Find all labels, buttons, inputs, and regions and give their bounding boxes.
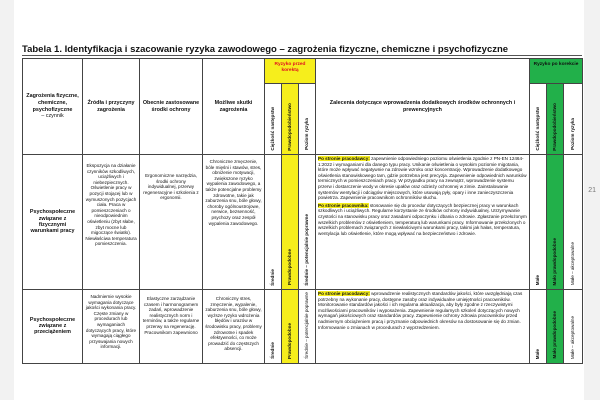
row-risk-after <box>564 290 583 364</box>
header-risk-after: Ryzyko po korekcie <box>530 59 583 84</box>
rec-employer-label: Po stronie pracodawcy: <box>318 156 370 161</box>
table-row <box>23 155 583 290</box>
title-rule <box>22 55 582 56</box>
header-hazard-title: Zagrożenia fizyczne, chemiczne, psychofizyczne <box>26 93 79 113</box>
row-effects: Chroniczne zmęczenie, bóle mięśni i stawów, stres, obniżenie motywacji, zwiększone ryzyko wypalenia zawodowego, a także potencjalne problemy zdrowotne, takie jak zaburzenia snu, bóle głowy, choroby ogólnoustrojowe, nerwice, bezsenność, psychozy oraz zespół wypalenia zawodowego. <box>203 155 265 290</box>
row-probability <box>282 290 299 364</box>
header-probability-after <box>547 84 564 155</box>
header-probability <box>282 84 299 155</box>
row-risk-after-value: Małe – akceptowalne <box>570 315 576 359</box>
row-severity-after-value: Małe <box>535 348 541 359</box>
row-severity-after <box>530 155 547 290</box>
page-number: 21 <box>588 187 596 194</box>
header-risk-before: Ryzyko przed korektą <box>265 59 316 84</box>
row-recommendations <box>316 155 530 290</box>
row-risk-level-value: Średnie – potencjalnie poprawne <box>304 292 310 359</box>
header-severity-after-label: Ciężkość następstw <box>535 106 541 151</box>
row-recommendations <box>316 290 530 364</box>
row-sources: Nadmiernie wysokie wymagania dotyczące jakości wykonania pracy. Częste zmiany w procedurach lub wymaganiach dotyczących pracy, które wymagają ciągłego przyswajania nowych informacji. <box>83 290 140 364</box>
header-measures: Obecnie zastosowane środki ochrony <box>140 59 203 155</box>
rec-employer-label: Po stronie pracodawcy: <box>318 291 370 296</box>
rec-employer-text: zapewnienie odpowiedniego poziomu oświetlenia zgodnie z PN-EN 12464-1:2022 i wymaganiami dla danego typu pracy. Unikanie oświetlenia o wysokim poziomie migotania, które może wpływać negatywnie na zdrowie wzroku oraz koncentrację. Wprowadzenie dodatkowego oświetlenia stanowiskowego tam, gdzie potrzebna jest precyzja. Zapewnienie odpowiednich warunków termicznych w pomieszczeniach pracy. W przypadku pracy na zewnątrz, wprowadzenie systemu przerw i dostarczenie wody w okresie upałów oraz odzieży ochronnej w zimie. Zainstalowanie systemów wentylacji i odciągów miejscowych, które usuwają pyły, opary i inne zanieczyszczenia powietrza. Zapewnienie pracownikom ochronników słuchu. <box>318 156 527 201</box>
row-risk-level-value: Średnie – potencjalnie poprawne <box>304 213 310 286</box>
header-risk-level <box>299 84 316 155</box>
row-probability-after <box>547 290 564 364</box>
row-severity-value: Średnie <box>270 342 276 359</box>
header-sources: Źródła i przyczyny zagrożenia <box>83 59 140 155</box>
header-severity-label: Ciężkość następstw <box>270 106 276 151</box>
header-risk-level-after-label: Poziom ryzyka <box>570 118 576 151</box>
row-probability <box>282 155 299 290</box>
header-severity <box>265 84 282 155</box>
row-hazard: Psychospołeczne związane z przeciążeniem <box>23 290 83 364</box>
table-row <box>23 290 583 364</box>
header-hazard <box>23 59 83 155</box>
row-measures: Ergonomiczne narzędzia, środki ochrony indywidualnej, przerwy regeneracyjne i szkolenia z ergonomii. <box>140 155 203 290</box>
row-effects: Chroniczny stres, zmęczenie, wypalenie, zaburzenia snu, bóle głowy, wyższe ryzyko wdrożenia błędów i urazów w środowisku pracy, problemy zdrowotne i spadek efektywności, co może prowadzić do częstszych absencji. <box>203 290 265 364</box>
row-sources: Ekspozycja na działanie czynników szkodliwych, uciążliwych i niebezpiecznych. Oświetlenie pracy w pozycji stojącej lub w wymuszonych pozycjach ciała. Praca w pomieszczeniach o nieodpowiednim oświetleniu (zbyt słabe, zbyt mocne lub migoczące światło). Niewłaściwa temperatura pomieszczenia. <box>83 155 140 290</box>
header-row <box>23 59 583 84</box>
rec-employee-text: stosowanie się do procedur dotyczących bezpiecznej pracy w warunkach szkodliwych i uciążliwych. Regularne korzystanie ze środków ochrony indywidualnej. Utrzymywanie czystości na stanowisku pracy oraz zasadami odpoczynku i dbania o zdrowie. Zgłaszanie przełożonym wszelkich problemów z oświetleniem, temperaturą lub warunkami pracy. Informowanie przełożonych o wszelkich problemach związanych z niewłaściwymi warunkami pracy, takimi jak hałas, temperatura, wentylacja lub oświetlenie, które mogą wpływać na bezpieczeństwo i zdrowie. <box>318 202 527 236</box>
risk-table <box>22 58 583 364</box>
row-probability-after <box>547 155 564 290</box>
rec-employee-label: Po stronie pracownika: <box>318 202 369 208</box>
row-risk-level <box>299 290 316 364</box>
rec-employer-text: wprowadzenie realistycznych standardów jakości, które uwzględniają czas potrzebny na wykonanie pracy, dostępne zasoby oraz indywidualne umiejętności pracowników. Monitorowanie standardów jakości i ich regularna aktualizacja, aby były zgodne z rzeczywistymi możliwościami pracowników i wyposażenia. Zapewnienie regularnych szkoleń dotyczących nowych wymagań jakościowych oraz standardów pracy. Zapewnienie ochrony zdrowia pracowników przed nadmiernym obciążeniem pracą i przyznanie odpowiednich okresów na dostosowanie się do zmian. Informowanie o zmianach w procedurach z wyprzedzeniem. <box>318 291 523 330</box>
row-risk-after <box>564 155 583 290</box>
row-severity <box>265 155 282 290</box>
row-risk-level <box>299 155 316 290</box>
row-severity <box>265 290 282 364</box>
header-recommendations: Zalecenia dotyczące wprowadzenia dodatkowych środków ochronnych i prewencyjnych <box>316 59 530 155</box>
header-risk-level-after <box>564 84 583 155</box>
row-severity-value: Średnie <box>270 268 276 286</box>
header-effects: Możliwe skutki zagrożenia <box>203 59 265 155</box>
row-risk-after-value: Małe – akceptowalne <box>570 242 576 286</box>
row-probability-after-value: Mało prawdopodobne <box>552 237 558 286</box>
row-severity-after <box>530 290 547 364</box>
table-title: Tabela 1. Identyfikacja i szacowanie ryzyka zawodowego – zagrożenia fizyczne, chemiczne i psychofizyczne <box>22 44 509 55</box>
viewer-right-margin <box>584 0 600 400</box>
header-probability-after-label: Prawdopodobieństwo <box>552 102 558 151</box>
header-hazard-sub: – czynnik <box>41 113 64 120</box>
row-measures: Elastyczne zarządzanie czasem i harmonogramem zadań, wprowadzenie realistycznych norm i terminów, a także regularne przerwy na regenerację. Pracownikom zapewniono <box>140 290 203 364</box>
row-hazard: Psychospołeczne związane z fizycznymi warunkami pracy <box>23 155 83 290</box>
row-probability-value: Prawdopodobne <box>287 322 293 359</box>
row-severity-after-value: Małe <box>535 275 541 286</box>
row-probability-value: Prawdopodobne <box>287 249 293 286</box>
header-probability-label: Prawdopodobieństwo <box>287 102 293 151</box>
header-risk-level-label: Poziom ryzyka <box>304 118 310 151</box>
header-severity-after <box>530 84 547 155</box>
row-probability-after-value: Mało prawdopodobne <box>552 311 558 359</box>
viewer-left-margin <box>0 0 14 400</box>
